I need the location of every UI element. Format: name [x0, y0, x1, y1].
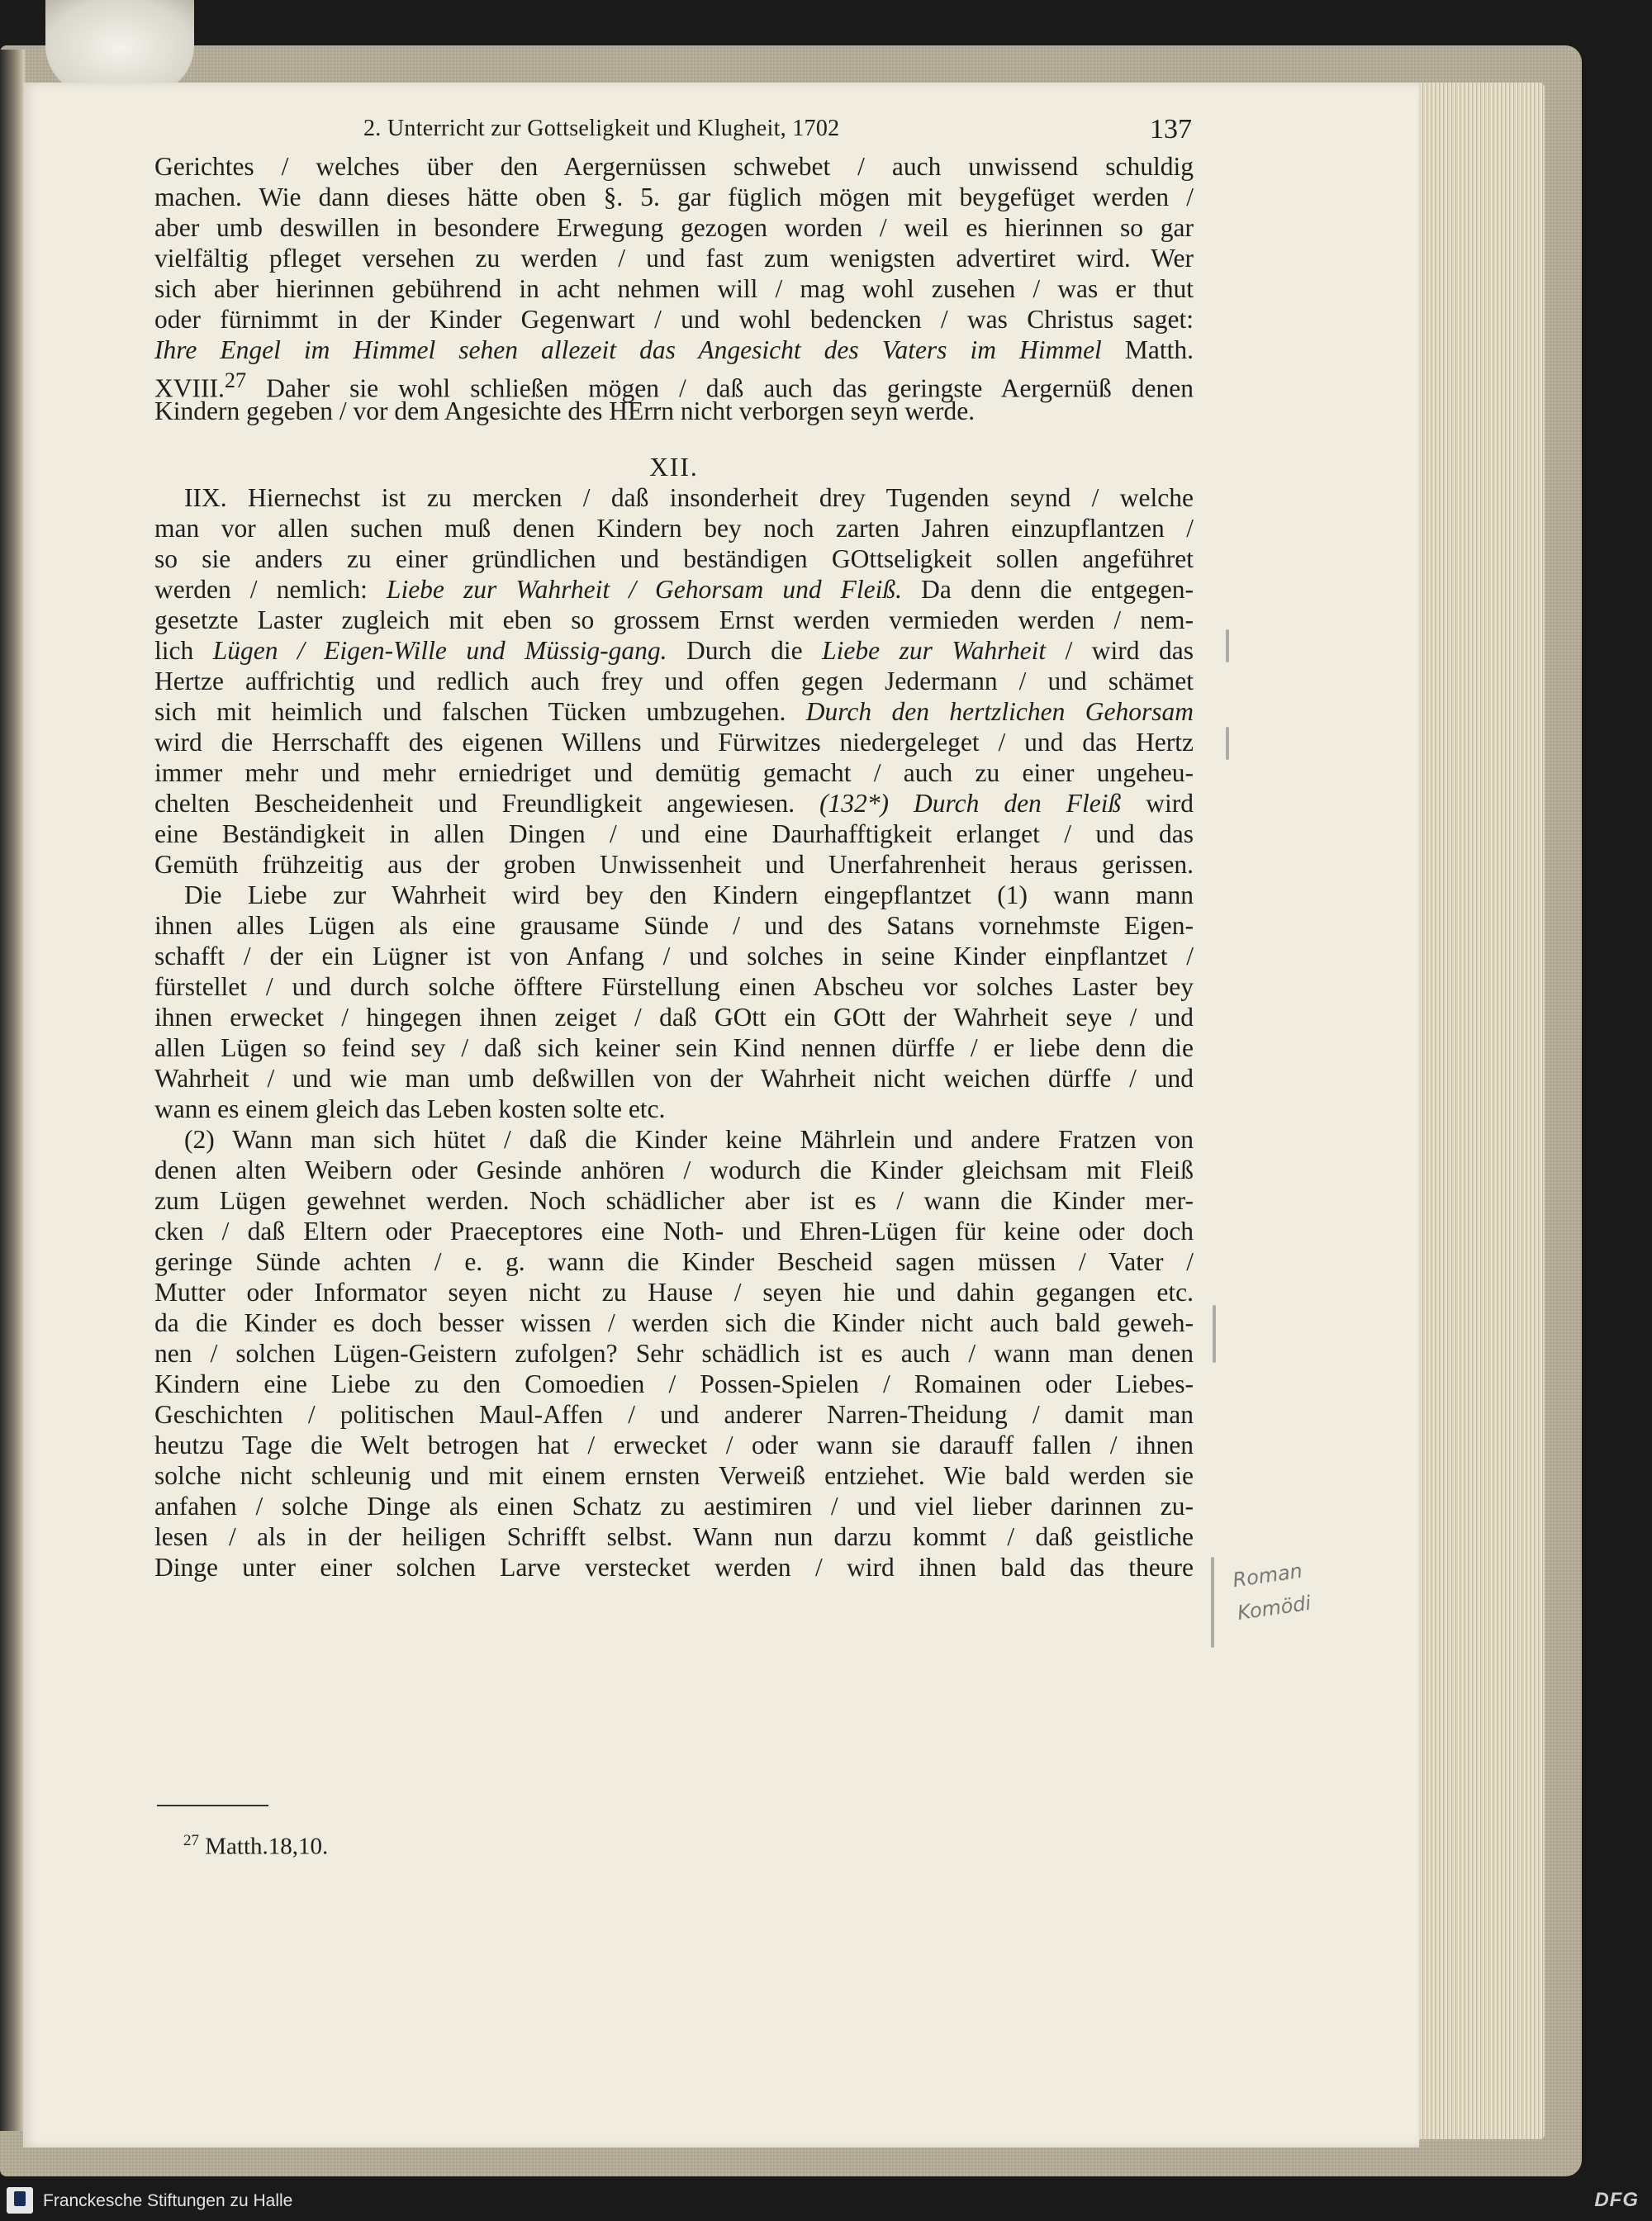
bookmark-ribbon: [45, 0, 194, 95]
handwritten-margin-note: [1231, 1554, 1313, 1630]
text-line: solche nicht schleunig und mit einem ernsten Verweiß entziehet. Wie bald werden sie: [154, 1461, 1194, 1490]
footnote-rule: [157, 1805, 268, 1806]
section-heading: XII.: [649, 453, 699, 482]
text-line: sich aber hierinnen gebührend in acht nehmen will / mag wohl zusehen / was er thut: [154, 274, 1194, 303]
text-line: Kindern gegeben / vor dem Angesichte des HErrn nicht verborgen seyn werde.: [154, 396, 976, 425]
text-line: lesen / als in der heiligen Schrifft selbst. Wann nun darzu kommt / daß geistliche: [154, 1522, 1194, 1551]
text-line: oder fürnimmt in der Kinder Gegenwart / und wohl bedencken / was Christus saget:: [154, 305, 1194, 334]
text-line: denen alten Weibern oder Gesinde anhören / wodurch die Kinder gleichsam mit Fleiß: [154, 1156, 1194, 1184]
text-line: Ihre Engel im Himmel sehen allezeit das Angesicht des Vaters im Himmel Matth.: [154, 335, 1194, 364]
margin-mark: [1213, 1305, 1216, 1363]
text-line: wird die Herrschafft des eigenen Willens und Fürwitzes niedergeleget / und das Hertz: [154, 728, 1194, 757]
text-line: Kindern eine Liebe zu den Comoedien / Possen-Spielen / Romainen oder Liebes-: [154, 1369, 1194, 1398]
running-title: 2. Unterricht zur Gottseligkeit und Klugheit, 1702: [363, 116, 840, 141]
text-line: geringe Sünde achten / e. g. wann die Kinder Bescheid sagen müssen / Vater /: [154, 1247, 1194, 1276]
text-line: Hertze auffrichtig und redlich auch frey und offen gegen Jedermann / und schämet: [154, 667, 1194, 695]
text-line: XVIII.$^{27}$ Daher sie wohl schließen mögen / daß auch das geringste Aergernüß denen: [154, 368, 1194, 403]
text-line: heutzu Tage die Welt betrogen hat / erwecket / oder wann sie darauff fallen / ihnen: [154, 1431, 1194, 1459]
footnote: [183, 1832, 328, 1861]
text-line: Die Liebe zur Wahrheit wird bey den Kindern eingepflantzet (1) wann mann: [184, 880, 1194, 909]
footnote-text: Matth.18,10.: [205, 1833, 329, 1860]
facing-page-edge: [0, 50, 25, 2131]
text-line: vielfältig pfleget versehen zu werden / und fast zum wenigsten advertiret wird. Wer: [154, 244, 1194, 273]
text-line: chelten Bescheidenheit und Freundligkeit angewiesen. (132*) Durch den Fleiß wird: [154, 789, 1194, 818]
text-line: fürstellet / und durch solche öfftere Fürstellung einen Abscheu vor solches Laster bey: [154, 972, 1194, 1001]
text-line: da die Kinder es doch besser wissen / werden sich die Kinder nicht auch bald geweh-: [154, 1308, 1194, 1337]
body-text: [154, 151, 1194, 1583]
text-line: cken / daß Eltern oder Praeceptores eine Noth- und Ehren-Lügen für keine oder doch: [154, 1217, 1194, 1246]
institution-logo-icon: [7, 2187, 33, 2214]
text-line: Geschichten / politischen Maul-Affen / und anderer Narren-Theidung / damit man: [154, 1400, 1194, 1429]
text-line: Mutter oder Informator seyen nicht zu Hause / seyen hie und dahin gegangen etc.: [154, 1278, 1194, 1307]
text-line: gesetzte Laster zugleich mit eben so grossem Ernst werden vermieden werden / nem-: [154, 605, 1194, 634]
text-line: ihnen alles Lügen als eine grausame Sünde / und des Satans vornehmste Eigen-: [154, 911, 1194, 940]
page-edges: [1404, 83, 1545, 2139]
margin-note-line: Roman: [1231, 1559, 1304, 1592]
text-line: wann es einem gleich das Leben kosten solte etc.: [154, 1094, 666, 1123]
text-line: sich mit heimlich und falschen Tücken umbzugehen. Durch den hertzlichen Gehorsam: [154, 697, 1194, 726]
text-line: eine Beständigkeit in allen Dingen / und eine Daurhafftigkeit erlanget / und das: [154, 819, 1194, 848]
margin-note-line: Komödi: [1236, 1591, 1313, 1625]
text-line: zum Lügen gewehnet werden. Noch schädlicher aber ist es / wann die Kinder mer-: [154, 1186, 1194, 1215]
text-line: machen. Wie dann dieses hätte oben §. 5. gar füglich mögen mit beygefüget werden /: [154, 183, 1194, 211]
text-line: Gerichtes / welches über den Aergernüssen schwebet / auch unwissend schuldig: [154, 152, 1194, 181]
margin-mark: [1226, 727, 1229, 760]
institution-name[interactable]: Franckesche Stiftungen zu Halle: [43, 2191, 293, 2210]
text-line: man vor allen suchen muß denen Kindern bey noch zarten Jahren einzupflantzen /: [154, 514, 1194, 543]
text-line: immer mehr und mehr erniedriget und demütig gemacht / auch zu einer ungeheu-: [154, 758, 1194, 787]
text-line: IIX. Hiernechst ist zu mercken / daß insonderheit drey Tugenden seynd / welche: [184, 483, 1194, 512]
text-line: (2) Wann man sich hütet / daß die Kinder keine Mährlein und andere Fratzen von: [184, 1125, 1194, 1154]
text-line: so sie anders zu einer gründlichen und beständigen GOttseligkeit sollen angeführet: [154, 544, 1194, 573]
text-line: Gemüth frühzeitig aus der groben Unwissenheit und Unerfahrenheit heraus gerissen.: [154, 850, 1194, 879]
text-line: aber umb deswillen in besondere Erwegung gezogen worden / weil es hierinnen so gar: [154, 213, 1194, 242]
margin-mark: [1226, 629, 1229, 662]
text-line: werden / nemlich: Liebe zur Wahrheit / Gehorsam und Fleiß. Da denn die entgegen-: [154, 575, 1194, 604]
text-line: Dinge unter einer solchen Larve verstecket werden / wird ihnen bald das theure: [154, 1553, 1194, 1582]
margin-mark: [1211, 1557, 1214, 1648]
text-line: nen / solchen Lügen-Geistern zufolgen? Sehr schädlich ist es auch / wann man denen: [154, 1339, 1194, 1368]
dfg-logo[interactable]: DFG: [1594, 2189, 1639, 2211]
footnote-mark: 27: [183, 1832, 199, 1849]
text-line: ihnen erwecket / hingegen ihnen zeiget / daß GOtt ein GOtt der Wahrheit seye / und: [154, 1003, 1194, 1032]
page-number: 137: [1150, 114, 1192, 145]
text-line: schafft / der ein Lügner ist von Anfang / und solches in seine Kinder einpflantzet /: [154, 942, 1194, 971]
text-line: lich Lügen / Eigen-Wille und Müssig-gang. Durch die Liebe zur Wahrheit / wird das: [154, 636, 1194, 665]
text-line: anfahen / solche Dinge als einen Schatz zu aestimiren / und viel lieber darinnen zu-: [154, 1492, 1194, 1521]
text-line: allen Lügen so feind sey / daß sich keiner sein Kind nennen dürffe / er liebe denn die: [154, 1033, 1194, 1062]
text-line: Wahrheit / und wie man umb deßwillen von der Wahrheit nicht weichen dürffe / und: [154, 1064, 1194, 1093]
